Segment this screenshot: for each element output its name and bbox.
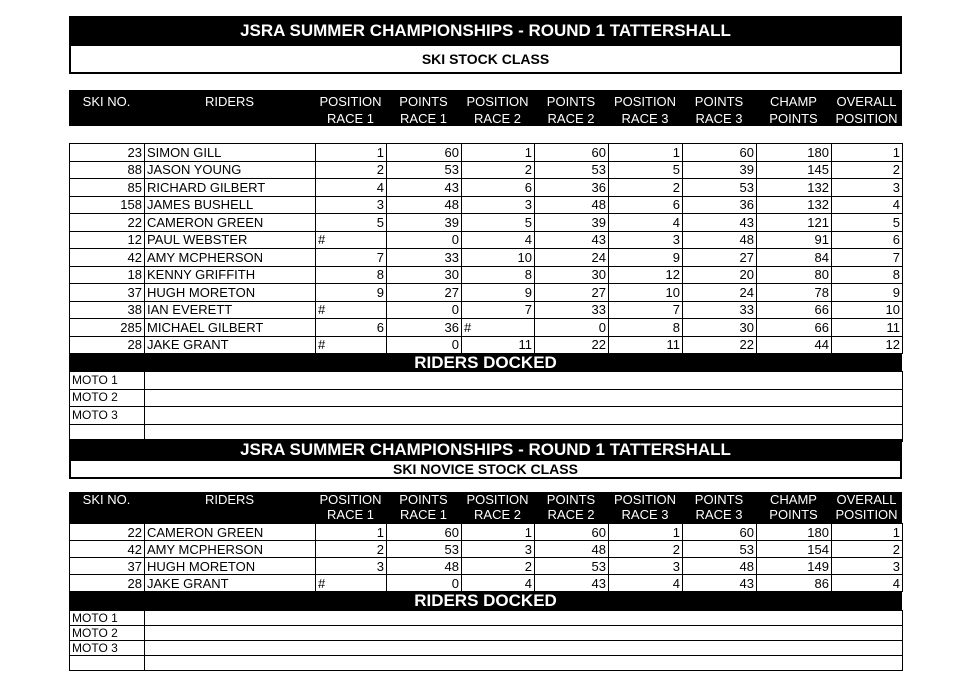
points-race-2-cell: 27 xyxy=(535,284,609,302)
table-row xyxy=(70,284,903,302)
rider-name-cell: JAMES BUSHELL xyxy=(145,196,316,214)
riders-docked-table xyxy=(69,610,903,671)
position-race-1-cell: 1 xyxy=(316,144,387,162)
rider-name-cell: HUGH MORETON xyxy=(145,558,316,575)
points-race-2-cell: 43 xyxy=(535,575,609,592)
ski-no-cell: 18 xyxy=(70,266,145,284)
table-row xyxy=(70,336,903,354)
position-race-2-cell: 6 xyxy=(462,179,535,197)
header-line: RACE 2 xyxy=(474,111,521,126)
points-race-3-cell: 43 xyxy=(683,214,757,232)
ski-no-cell: 12 xyxy=(70,231,145,249)
points-race-3-cell: 48 xyxy=(683,558,757,575)
position-race-1-cell: 9 xyxy=(316,284,387,302)
header-line: CHAMP xyxy=(770,94,817,109)
table-row xyxy=(70,196,903,214)
riders-docked-title: RIDERS DOCKED xyxy=(69,353,902,372)
position-race-3-cell: 7 xyxy=(609,301,683,319)
class-title: SKI NOVICE STOCK CLASS xyxy=(69,459,902,479)
moto-row xyxy=(70,626,903,641)
ski-no-cell: 37 xyxy=(70,284,145,302)
table-row xyxy=(70,231,903,249)
riders-docked-title: RIDERS DOCKED xyxy=(69,591,902,611)
header-line: OVERALL xyxy=(836,94,897,109)
points-race-1-cell: 36 xyxy=(387,319,462,337)
champ-points-cell: 145 xyxy=(757,161,832,179)
rider-name-cell: SIMON GILL xyxy=(145,144,316,162)
table-row xyxy=(70,301,903,319)
ski-no-cell: 28 xyxy=(70,575,145,592)
header-line: RACE 3 xyxy=(695,507,743,522)
position-race-2-cell: # xyxy=(462,319,535,337)
moto-docked-riders xyxy=(145,626,903,641)
champ-points-cell: 180 xyxy=(757,144,832,162)
points-race-1-cell: 0 xyxy=(387,301,462,319)
table-row xyxy=(70,541,903,558)
points-race-3-cell: 36 xyxy=(683,196,757,214)
points-race-2-cell: 48 xyxy=(535,541,609,558)
position-race-2-cell: 4 xyxy=(462,575,535,592)
points-race-1-cell: 53 xyxy=(387,541,462,558)
header-line: POSITION xyxy=(319,94,382,109)
table-row xyxy=(70,575,903,592)
moto-label: MOTO 3 xyxy=(70,641,145,656)
header-line: POSITION xyxy=(613,492,677,507)
ski-no-cell: 23 xyxy=(70,144,145,162)
table-row xyxy=(70,524,903,541)
position-race-1-cell: # xyxy=(316,231,387,249)
points-race-1-cell: 0 xyxy=(387,231,462,249)
position-race-2-cell: 4 xyxy=(462,231,535,249)
moto-docked-riders xyxy=(145,641,903,656)
points-race-1-cell: 60 xyxy=(387,524,462,541)
overall-position-cell: 10 xyxy=(832,301,903,319)
header-line: RACE 3 xyxy=(621,507,669,522)
points-race-3-cell: 48 xyxy=(683,231,757,249)
header-line: RACE 1 xyxy=(400,507,447,522)
moto-label: MOTO 1 xyxy=(70,611,145,626)
position-race-3-cell: 12 xyxy=(609,266,683,284)
position-race-2-cell: 9 xyxy=(462,284,535,302)
col-points-race-2 xyxy=(534,93,608,127)
champ-points-cell: 66 xyxy=(757,301,832,319)
champ-points-cell: 132 xyxy=(757,196,832,214)
ski-no-cell: 88 xyxy=(70,161,145,179)
position-race-1-cell: # xyxy=(316,301,387,319)
header-line: POSITION xyxy=(835,507,898,522)
champ-points-cell: 78 xyxy=(757,284,832,302)
points-race-2-cell: 60 xyxy=(535,144,609,162)
col-points-race-3 xyxy=(682,492,756,522)
position-race-2-cell: 10 xyxy=(462,249,535,267)
points-race-1-cell: 53 xyxy=(387,161,462,179)
overall-position-cell: 1 xyxy=(832,144,903,162)
results-table xyxy=(69,523,903,592)
points-race-2-cell: 60 xyxy=(535,524,609,541)
table-row xyxy=(70,266,903,284)
ski-no-cell: 158 xyxy=(70,196,145,214)
points-race-2-cell: 53 xyxy=(535,161,609,179)
position-race-2-cell: 1 xyxy=(462,144,535,162)
position-race-3-cell: 4 xyxy=(609,575,683,592)
position-race-3-cell: 2 xyxy=(609,541,683,558)
col-points-race-3 xyxy=(682,93,756,127)
header-line: SKI NO. xyxy=(82,492,131,507)
position-race-1-cell: 4 xyxy=(316,179,387,197)
header-line: POSITION xyxy=(466,492,529,507)
position-race-3-cell: 3 xyxy=(609,558,683,575)
position-race-3-cell: 9 xyxy=(609,249,683,267)
points-race-3-cell: 24 xyxy=(683,284,757,302)
champ-points-cell: 80 xyxy=(757,266,832,284)
ski-no-cell: 42 xyxy=(70,541,145,558)
col-ski-no xyxy=(69,93,144,110)
overall-position-cell: 5 xyxy=(832,214,903,232)
position-race-1-cell: # xyxy=(316,575,387,592)
points-race-1-cell: 43 xyxy=(387,179,462,197)
ski-no-cell: 37 xyxy=(70,558,145,575)
position-race-1-cell: 1 xyxy=(316,524,387,541)
points-race-2-cell: 33 xyxy=(535,301,609,319)
position-race-1-cell: 5 xyxy=(316,214,387,232)
header-line: RACE 1 xyxy=(400,111,447,126)
ski-no-cell: 42 xyxy=(70,249,145,267)
rider-name-cell: AMY MCPHERSON xyxy=(145,541,316,558)
points-race-3-cell: 60 xyxy=(683,144,757,162)
ski-no-cell: 85 xyxy=(70,179,145,197)
results-header xyxy=(69,492,902,524)
riders-docked-table xyxy=(69,371,903,442)
col-riders xyxy=(144,93,315,110)
points-race-3-cell: 22 xyxy=(683,336,757,354)
table-row xyxy=(70,249,903,267)
champ-points-cell: 84 xyxy=(757,249,832,267)
points-race-2-cell: 0 xyxy=(535,319,609,337)
moto-row xyxy=(70,611,903,626)
col-riders xyxy=(144,492,315,507)
ski-no-cell: 38 xyxy=(70,301,145,319)
points-race-1-cell: 30 xyxy=(387,266,462,284)
col-position-race-1 xyxy=(315,492,386,522)
overall-position-cell: 3 xyxy=(832,558,903,575)
section-title: JSRA SUMMER CHAMPIONSHIPS - ROUND 1 TATTERSHALL xyxy=(69,16,902,45)
col-points-race-2 xyxy=(534,492,608,522)
champ-points-cell: 91 xyxy=(757,231,832,249)
points-race-3-cell: 20 xyxy=(683,266,757,284)
class-title: SKI STOCK CLASS xyxy=(69,44,902,74)
position-race-1-cell: 2 xyxy=(316,541,387,558)
moto-docked-riders xyxy=(145,372,903,390)
position-race-1-cell: 6 xyxy=(316,319,387,337)
ski-no-cell: 22 xyxy=(70,524,145,541)
overall-position-cell: 3 xyxy=(832,179,903,197)
position-race-1-cell: # xyxy=(316,336,387,354)
rider-name-cell: CAMERON GREEN xyxy=(145,214,316,232)
points-race-1-cell: 0 xyxy=(387,575,462,592)
header-line: OVERALL xyxy=(836,492,897,507)
points-race-3-cell: 39 xyxy=(683,161,757,179)
header-line: POINTS xyxy=(546,492,596,507)
rider-name-cell: JASON YOUNG xyxy=(145,161,316,179)
moto-docked-riders xyxy=(145,656,903,671)
position-race-2-cell: 8 xyxy=(462,266,535,284)
position-race-2-cell: 1 xyxy=(462,524,535,541)
header-line: RACE 3 xyxy=(621,111,669,126)
col-position-race-3 xyxy=(608,93,682,127)
points-race-2-cell: 36 xyxy=(535,179,609,197)
col-position-race-1 xyxy=(315,93,386,127)
header-line: POSITION xyxy=(835,111,898,126)
overall-position-cell: 2 xyxy=(832,161,903,179)
table-row xyxy=(70,144,903,162)
results-header xyxy=(69,90,902,126)
points-race-2-cell: 53 xyxy=(535,558,609,575)
table-row xyxy=(70,161,903,179)
rider-name-cell: HUGH MORETON xyxy=(145,284,316,302)
table-row xyxy=(70,179,903,197)
points-race-1-cell: 33 xyxy=(387,249,462,267)
points-race-2-cell: 43 xyxy=(535,231,609,249)
overall-position-cell: 6 xyxy=(832,231,903,249)
position-race-2-cell: 3 xyxy=(462,196,535,214)
position-race-2-cell: 11 xyxy=(462,336,535,354)
position-race-3-cell: 5 xyxy=(609,161,683,179)
header-line: POINTS xyxy=(694,492,744,507)
header-line: POINTS xyxy=(399,94,448,109)
table-row xyxy=(70,319,903,337)
header-line: POINTS xyxy=(769,507,818,522)
position-race-2-cell: 2 xyxy=(462,161,535,179)
rider-name-cell: MICHAEL GILBERT xyxy=(145,319,316,337)
rider-name-cell: IAN EVERETT xyxy=(145,301,316,319)
moto-row xyxy=(70,407,903,425)
position-race-1-cell: 3 xyxy=(316,196,387,214)
position-race-1-cell: 2 xyxy=(316,161,387,179)
points-race-1-cell: 0 xyxy=(387,336,462,354)
points-race-1-cell: 60 xyxy=(387,144,462,162)
rider-name-cell: AMY MCPHERSON xyxy=(145,249,316,267)
position-race-1-cell: 3 xyxy=(316,558,387,575)
header-line: RACE 2 xyxy=(547,507,595,522)
col-position-race-3 xyxy=(608,492,682,522)
header-line: CHAMP xyxy=(770,492,817,507)
overall-position-cell: 7 xyxy=(832,249,903,267)
moto-label: MOTO 2 xyxy=(70,389,145,407)
header-line: POINTS xyxy=(694,94,744,109)
header-line: POINTS xyxy=(769,111,818,126)
champ-points-cell: 121 xyxy=(757,214,832,232)
position-race-3-cell: 8 xyxy=(609,319,683,337)
col-champ-points xyxy=(756,492,831,522)
champ-points-cell: 180 xyxy=(757,524,832,541)
position-race-3-cell: 11 xyxy=(609,336,683,354)
points-race-3-cell: 33 xyxy=(683,301,757,319)
col-position-race-2 xyxy=(461,93,534,127)
champ-points-cell: 66 xyxy=(757,319,832,337)
points-race-3-cell: 43 xyxy=(683,575,757,592)
ski-no-cell: 22 xyxy=(70,214,145,232)
moto-row xyxy=(70,656,903,671)
section-title: JSRA SUMMER CHAMPIONSHIPS - ROUND 1 TATTERSHALL xyxy=(69,439,902,460)
header-line: POINTS xyxy=(399,492,448,507)
table-row xyxy=(70,558,903,575)
rider-name-cell: CAMERON GREEN xyxy=(145,524,316,541)
overall-position-cell: 9 xyxy=(832,284,903,302)
moto-docked-riders xyxy=(145,389,903,407)
points-race-3-cell: 30 xyxy=(683,319,757,337)
col-champ-points xyxy=(756,93,831,127)
position-race-1-cell: 7 xyxy=(316,249,387,267)
header-line: POSITION xyxy=(319,492,382,507)
points-race-1-cell: 48 xyxy=(387,196,462,214)
points-race-2-cell: 39 xyxy=(535,214,609,232)
col-ski-no xyxy=(69,492,144,507)
points-race-1-cell: 39 xyxy=(387,214,462,232)
champ-points-cell: 44 xyxy=(757,336,832,354)
moto-row xyxy=(70,389,903,407)
position-race-1-cell: 8 xyxy=(316,266,387,284)
header-line: POINTS xyxy=(546,94,596,109)
points-race-3-cell: 53 xyxy=(683,541,757,558)
position-race-3-cell: 1 xyxy=(609,524,683,541)
moto-docked-riders xyxy=(145,611,903,626)
rider-name-cell: KENNY GRIFFITH xyxy=(145,266,316,284)
header-line: RIDERS xyxy=(204,94,255,109)
points-race-3-cell: 27 xyxy=(683,249,757,267)
moto-label: MOTO 1 xyxy=(70,372,145,390)
moto-label xyxy=(70,656,145,671)
col-position-race-2 xyxy=(461,492,534,522)
position-race-2-cell: 2 xyxy=(462,558,535,575)
position-race-3-cell: 2 xyxy=(609,179,683,197)
position-race-3-cell: 4 xyxy=(609,214,683,232)
moto-label: MOTO 3 xyxy=(70,407,145,425)
points-race-2-cell: 30 xyxy=(535,266,609,284)
rider-name-cell: RICHARD GILBERT xyxy=(145,179,316,197)
overall-position-cell: 2 xyxy=(832,541,903,558)
header-line: POSITION xyxy=(466,94,529,109)
points-race-2-cell: 22 xyxy=(535,336,609,354)
header-line: SKI NO. xyxy=(82,94,131,109)
champ-points-cell: 86 xyxy=(757,575,832,592)
results-table xyxy=(69,143,903,354)
overall-position-cell: 4 xyxy=(832,575,903,592)
header-line: RIDERS xyxy=(204,492,255,507)
overall-position-cell: 1 xyxy=(832,524,903,541)
points-race-3-cell: 53 xyxy=(683,179,757,197)
col-points-race-1 xyxy=(386,93,461,127)
ski-no-cell: 28 xyxy=(70,336,145,354)
position-race-3-cell: 6 xyxy=(609,196,683,214)
points-race-2-cell: 48 xyxy=(535,196,609,214)
overall-position-cell: 8 xyxy=(832,266,903,284)
header-line: POSITION xyxy=(613,94,677,109)
position-race-3-cell: 10 xyxy=(609,284,683,302)
position-race-3-cell: 1 xyxy=(609,144,683,162)
points-race-1-cell: 48 xyxy=(387,558,462,575)
champ-points-cell: 149 xyxy=(757,558,832,575)
points-race-3-cell: 60 xyxy=(683,524,757,541)
col-points-race-1 xyxy=(386,492,461,522)
ski-no-cell: 285 xyxy=(70,319,145,337)
points-race-1-cell: 27 xyxy=(387,284,462,302)
overall-position-cell: 4 xyxy=(832,196,903,214)
header-line: RACE 2 xyxy=(474,507,521,522)
overall-position-cell: 12 xyxy=(832,336,903,354)
position-race-3-cell: 3 xyxy=(609,231,683,249)
header-line: RACE 1 xyxy=(327,111,374,126)
header-line: RACE 3 xyxy=(695,111,743,126)
rider-name-cell: PAUL WEBSTER xyxy=(145,231,316,249)
rider-name-cell: JAKE GRANT xyxy=(145,336,316,354)
overall-position-cell: 11 xyxy=(832,319,903,337)
moto-docked-riders xyxy=(145,407,903,425)
rider-name-cell: JAKE GRANT xyxy=(145,575,316,592)
col-overall-position xyxy=(831,492,902,522)
header-line: RACE 1 xyxy=(327,507,374,522)
champ-points-cell: 132 xyxy=(757,179,832,197)
champ-points-cell: 154 xyxy=(757,541,832,558)
moto-label: MOTO 2 xyxy=(70,626,145,641)
moto-row xyxy=(70,641,903,656)
col-overall-position xyxy=(831,93,902,127)
header-line: RACE 2 xyxy=(547,111,595,126)
position-race-2-cell: 7 xyxy=(462,301,535,319)
moto-row xyxy=(70,372,903,390)
points-race-2-cell: 24 xyxy=(535,249,609,267)
position-race-2-cell: 3 xyxy=(462,541,535,558)
position-race-2-cell: 5 xyxy=(462,214,535,232)
table-row xyxy=(70,214,903,232)
